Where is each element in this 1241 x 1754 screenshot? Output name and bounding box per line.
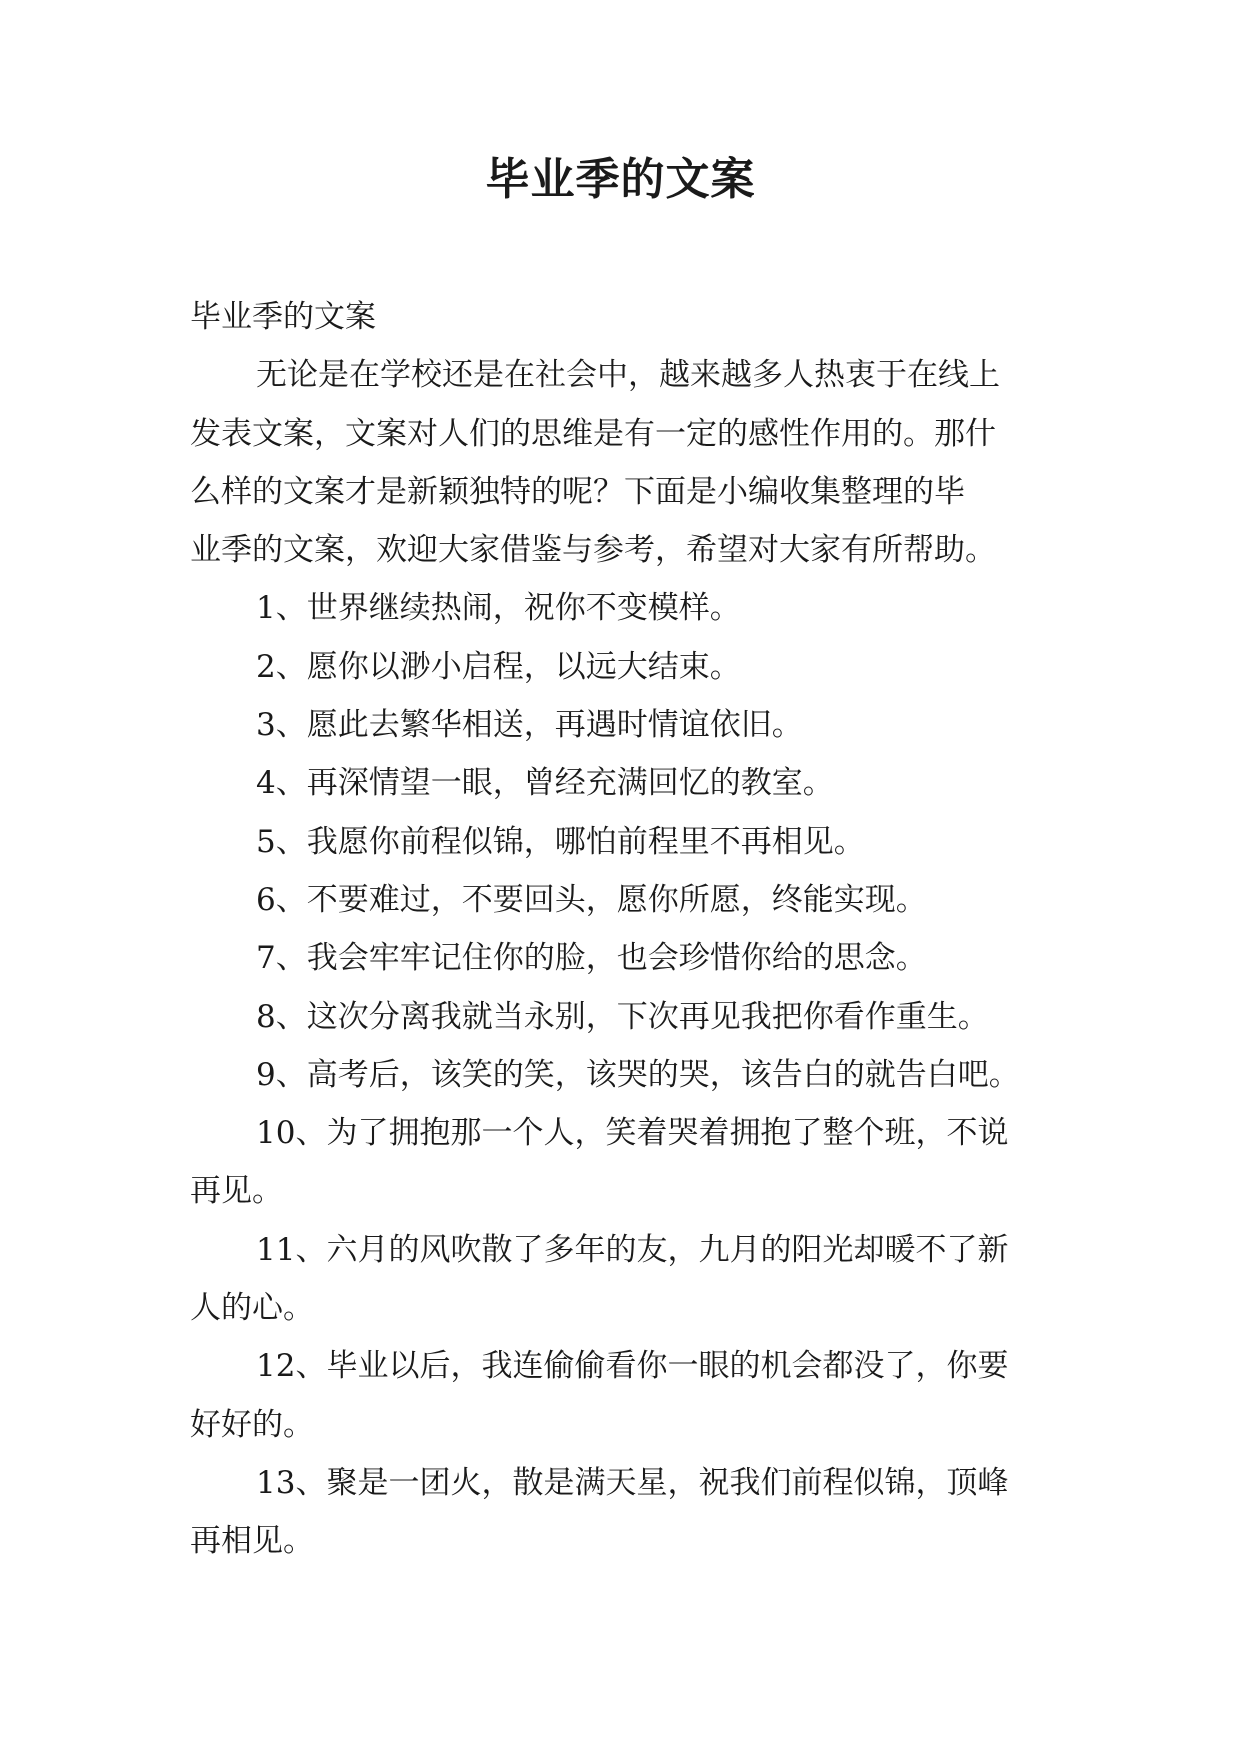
list-item: 5、我愿你前程似锦，哪怕前程里不再相见。 xyxy=(256,823,865,860)
list-item-continuation: 好好的。 xyxy=(190,1406,314,1443)
list-item: 12、毕业以后，我连偷偷看你一眼的机会都没了，你要 xyxy=(256,1348,1009,1385)
list-item: 10、为了拥抱那一个人，笑着哭着拥抱了整个班，不说 xyxy=(256,1115,1009,1152)
intro-line: 发表文案，文案对人们的思维是有一定的感性作用的。那什 xyxy=(190,415,996,452)
list-item: 4、再深情望一眼，曾经充满回忆的教室。 xyxy=(256,765,834,802)
list-item: 6、不要难过，不要回头，愿你所愿，终能实现。 xyxy=(256,881,927,918)
intro-line: 业季的文案，欢迎大家借鉴与参考，希望对大家有所帮助。 xyxy=(190,532,996,569)
list-item-continuation: 人的心。 xyxy=(190,1290,314,1327)
list-item: 1、世界继续热闹，祝你不变模样。 xyxy=(256,590,741,627)
list-item: 8、这次分离我就当永别，下次再见我把你看作重生。 xyxy=(256,998,989,1035)
intro-line: 么样的文案才是新颖独特的呢？下面是小编收集整理的毕 xyxy=(190,473,965,510)
list-item-continuation: 再见。 xyxy=(190,1173,283,1210)
list-item: 2、愿你以渺小启程，以远大结束。 xyxy=(256,648,741,685)
document-body xyxy=(190,288,1070,1571)
list-item-continuation: 再相见。 xyxy=(190,1523,314,1560)
document-subtitle: 毕业季的文案 xyxy=(190,299,376,335)
list-item: 13、聚是一团火，散是满天星，祝我们前程似锦，顶峰 xyxy=(256,1464,1009,1501)
list-item: 3、愿此去繁华相送，再遇时情谊依旧。 xyxy=(256,707,803,744)
document-title: 毕业季的文案 xyxy=(485,154,756,205)
list-item: 9、高考后，该笑的笑，该哭的哭，该告白的就告白吧。 xyxy=(256,1056,1020,1093)
intro-line: 无论是在学校还是在社会中，越来越多人热衷于在线上 xyxy=(256,357,1000,394)
list-item: 7、我会牢牢记住你的脸，也会珍惜你给的思念。 xyxy=(256,940,927,977)
list-item: 11、六月的风吹散了多年的友，九月的阳光却暖不了新 xyxy=(256,1231,1009,1268)
